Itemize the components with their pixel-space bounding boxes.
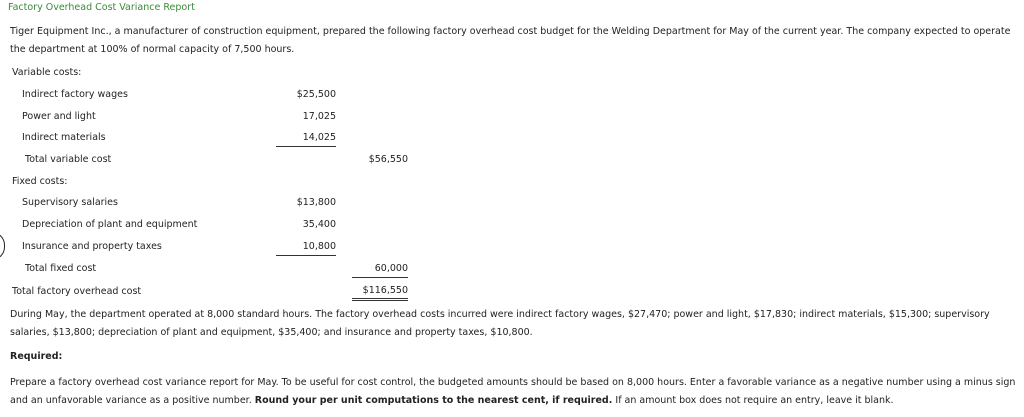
fixed-item-label: Supervisory salaries	[22, 197, 118, 208]
variable-item-label: Indirect factory wages	[22, 89, 128, 100]
variable-item-amount: 17,025	[302, 111, 336, 122]
total-overhead-label: Total factory overhead cost	[12, 286, 142, 297]
fixed-item-label: Insurance and property taxes	[22, 241, 162, 252]
total-variable-label: Total variable cost	[25, 154, 112, 165]
total-fixed-label: Total fixed cost	[25, 263, 97, 274]
total-fixed-amount: 60,000	[352, 263, 408, 278]
page-title: Factory Overhead Cost Variance Report	[8, 2, 195, 13]
variable-item-amount: $25,500	[296, 89, 336, 100]
fixed-costs-header: Fixed costs:	[12, 176, 68, 187]
variable-item-label: Power and light	[22, 111, 96, 122]
during-may-paragraph: During May, the department operated at 8,000 standard hours. The factory overhead costs incurred were indirect factory wages, $27,470; power and light, $17,830; indirect materials, $15,300; supervisory salaries, $13,800; depreciation of plant and equipment, $35,400; and insurance and property taxes, $10,800.	[10, 309, 990, 338]
total-variable-amount: $56,550	[368, 154, 408, 165]
fixed-item-label: Depreciation of plant and equipment	[22, 219, 198, 230]
fixed-item-amount: 35,400	[302, 219, 336, 230]
intro-paragraph: Tiger Equipment Inc., a manufacturer of construction equipment, prepared the following factory overhead cost budget for the Welding Department for May of the current year. The company expected to operate the department at 100% of normal capacity of 7,500 hours.	[10, 26, 1011, 55]
required-text-end: If an amount box does not require an entry, leave it blank.	[615, 395, 894, 406]
variable-item-amount: 14,025	[276, 132, 336, 147]
variable-item-label: Indirect materials	[22, 132, 106, 143]
scroll-bracket-mark	[0, 232, 5, 260]
variable-costs-header: Variable costs:	[12, 67, 82, 78]
fixed-item-amount: 10,800	[276, 241, 336, 256]
required-paragraph	[10, 374, 1016, 410]
required-bold-text: Round your per unit computations to the nearest cent, if required.	[254, 395, 613, 406]
required-label: Required:	[10, 351, 63, 362]
total-overhead-amount: $116,550	[352, 285, 408, 301]
fixed-item-amount: $13,800	[296, 197, 336, 208]
required-text: Prepare a factory overhead cost variance report for May. To be useful for cost control, the budgeted amounts should be based on 8,000 hours. Enter a favorable variance as a negative number using a minus sign and an unfavorable variance as a positive number.	[10, 377, 1016, 406]
